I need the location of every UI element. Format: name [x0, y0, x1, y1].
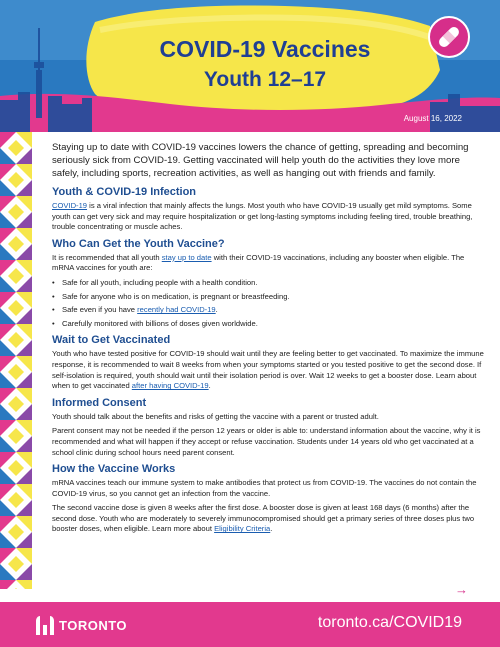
how-paragraph-1: mRNA vaccines teach our immune system to make antibodies that protect us from COVID-19. The vaccines do not contain the COVID-19 virus, so you cannot get an infection from the vaccine.	[52, 478, 477, 498]
section-heading-who: Who Can Get the Youth Vaccine?	[52, 237, 225, 250]
stay-up-to-date-link[interactable]: stay up to date	[161, 252, 212, 262]
vaccine-benefits-list	[52, 278, 486, 329]
consent-paragraph-2: Parent consent may not be needed if the person 12 years or older is able to: understand information about the vaccine, why it is recommended and what will happen if they accept or refuse vaccination. Students under 14 years old who get vaccinated at a school clinic during school hours need parent consent.	[52, 426, 481, 457]
list-item: • Safe even if you have recently had COVID-19.	[52, 305, 486, 316]
list-item: • Safe for anyone who is on medication, is pregnant or breastfeeding.	[52, 292, 486, 303]
logo-text: TORONTO	[59, 617, 128, 633]
page-title: COVID-19 Vaccines	[159, 36, 371, 62]
section-heading-how: How the Vaccine Works	[52, 463, 176, 476]
eligibility-criteria-link[interactable]: Eligibility Criteria	[214, 524, 271, 534]
recently-had-covid-link[interactable]: recently had COVID-19	[137, 305, 216, 315]
consent-paragraph-1: Youth should talk about the benefits and risks of getting the vaccine with a parent or trusted adult.	[52, 411, 379, 421]
footer-url[interactable]: toronto.ca/COVID19	[317, 614, 462, 631]
section-heading-wait: Wait to Get Vaccinated	[52, 334, 171, 347]
section-heading-consent: Informed Consent	[52, 396, 147, 409]
who-paragraph: It is recommended that all youth stay up to date with their COVID-19 vaccinations, including any booster when eligible. The mRNA vaccines for youth are:	[52, 252, 465, 273]
covid-19-link[interactable]: COVID-19	[52, 201, 88, 210]
how-paragraph-2: The second vaccine dose is given 8 weeks after the first dose. A booster dose is given at least 168 days (6 months) after the second dose. Youth who are moderately to severely immunocompromised should get a primary series of three doses plus two booster doses, when eligible. Learn more about Eligibility Criteria.	[52, 503, 475, 534]
section-heading-infection: Youth & COVID-19 Infection	[52, 186, 197, 198]
header-banner	[0, 0, 500, 132]
page-subtitle: Youth 12–17	[203, 68, 327, 91]
infection-paragraph: COVID-19 is a viral infection that mainly affects the lungs. Most youth who have COVID-19 usually get mild symptoms. Some youth can get very sick and may require hospitalization or get long-lasting symptoms including feeling tired, trouble breathing, trouble concentrating or muscle aches.	[52, 201, 473, 232]
list-item: • Safe for all youth, including people with a health condition.	[52, 278, 486, 289]
decorative-pattern	[0, 132, 32, 589]
footer-bar	[0, 602, 500, 647]
intro-paragraph: Staying up to date with COVID-19 vaccines lowers the chance of getting, spreading and becoming seriously sick from COVID-19. Getting vaccinated will help youth do the activities they love more safely, including sports, recreation activities, as well as hanging out with friends and family.	[52, 142, 469, 179]
after-having-covid-link[interactable]: after having COVID-19	[131, 381, 209, 391]
wait-paragraph: Youth who have tested positive for COVID-19 should wait until they are feeling better to get vaccinated. To maximize the immune response, it is recommended to wait 8 weeks from when your symptoms started or you tested positive to get the second dose. If self-isolation is required, youth should wait until their isolation period is over. Wait 12 weeks to get a booster dose. Learn about when to get vaccinated after having COVID-19.	[52, 349, 484, 391]
toronto-logo	[34, 614, 127, 636]
publish-date: August 16, 2022	[403, 114, 462, 123]
next-page-arrow-icon[interactable]: →	[455, 582, 468, 597]
city-hall-icon	[34, 615, 56, 635]
bandage-icon	[428, 16, 470, 58]
main-content	[52, 141, 486, 539]
title-block	[120, 36, 410, 94]
list-item: • Carefully monitored with billions of doses given worldwide.	[52, 319, 486, 330]
